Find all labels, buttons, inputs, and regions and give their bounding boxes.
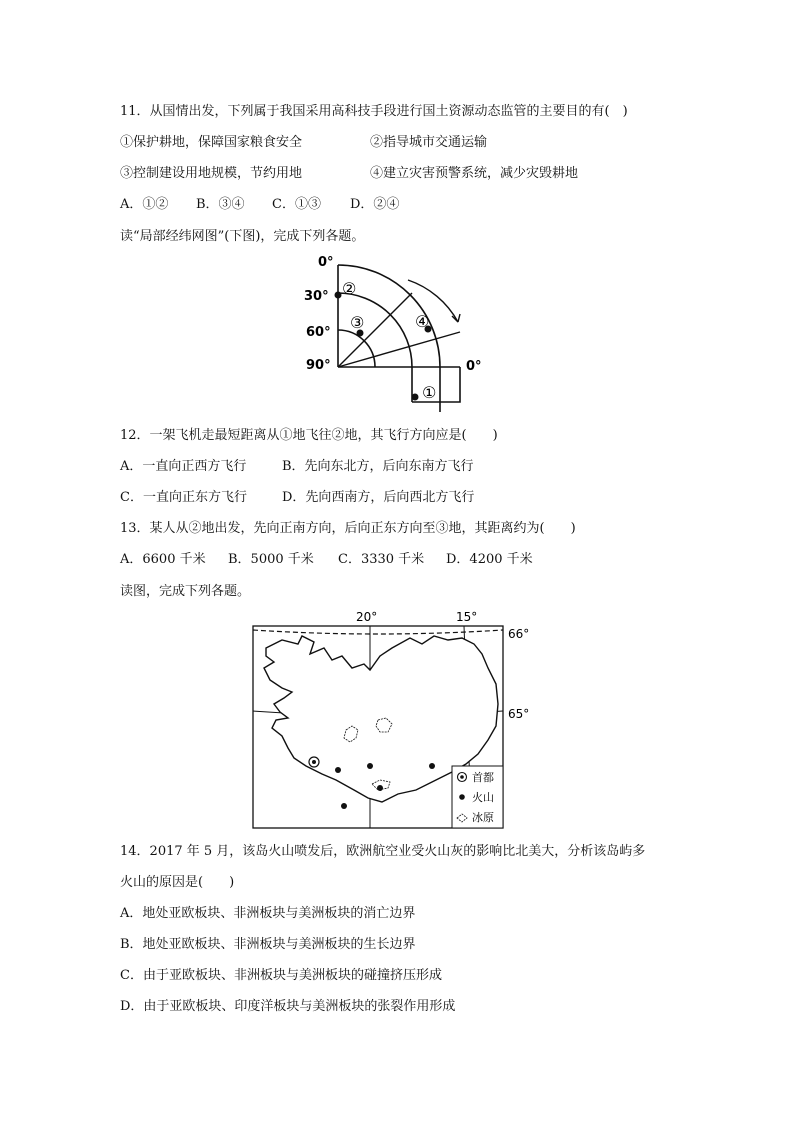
q11-option-b: B．③④ (196, 197, 245, 212)
volcano-3 (377, 785, 383, 791)
q14-stem-line2: 火山的原因是( ) (120, 875, 235, 890)
label-point-1: ① (422, 383, 437, 402)
graticule-figure (300, 252, 500, 414)
q14-stem-line1: 14．2017 年 5 月，该岛火山喷发后，欧洲航空业受火山灰的影响比北美大，分析该岛屿多 (120, 844, 646, 859)
q11-item-row-1 (120, 134, 302, 152)
q13-option-c: C．3330 千米 (338, 552, 425, 567)
q12-option-a: A．一直向正西方飞行 (120, 459, 247, 474)
intro-2: 读图，完成下列各题。 (120, 584, 251, 599)
label-point-4: ④ (415, 312, 430, 331)
label-lon-0: 0° (466, 359, 482, 374)
point-1-dot (412, 394, 419, 401)
q13-option-b: B．5000 千米 (228, 552, 314, 567)
island-map (252, 608, 544, 830)
q12-option-c: C．一直向正东方飞行 (120, 490, 247, 505)
q11-item-3: ③控制建设用地规模，节约用地 (120, 166, 303, 181)
q11-stem: 11．从国情出发，下列属于我国采用高科技手段进行国土资源动态监管的主要目的有( ) (120, 104, 628, 119)
label-lat-65: 65° (508, 707, 530, 721)
q11-item-4: ④建立灾害预警系统，减少灾毁耕地 (370, 166, 579, 181)
volcano-1 (335, 767, 341, 773)
arctic-circle-66 (253, 630, 503, 634)
label-point-3: ③ (350, 313, 365, 332)
q14-option-a: A．地处亚欧板块、非洲板块与美洲板块的消亡边界 (120, 906, 416, 921)
label-lat-0: 0° (318, 255, 334, 270)
q13-option-a: A．6600 千米 (120, 552, 206, 567)
q12-option-d: D．先向西南方，后向西北方飞行 (282, 490, 475, 505)
label-lat-90: 90° (306, 358, 331, 373)
label-point-2: ② (342, 279, 357, 298)
q11-option-d: D．②④ (350, 197, 400, 212)
q12-option-b: B．先向东北方，后向东南方飞行 (282, 459, 474, 474)
label-lat-66: 66° (508, 627, 530, 641)
legend-capital-dot (460, 775, 464, 779)
intro-1: 读“局部经纬网图”(下图)，完成下列各题。 (120, 229, 365, 244)
label-lon-15: 15° (456, 610, 478, 624)
legend-volcano-icon (459, 794, 465, 800)
volcano-5 (341, 803, 347, 809)
capital-dot (312, 760, 316, 764)
q12-stem: 12．一架飞机走最短距离从①地飞往②地，其飞行方向应是( ) (120, 428, 498, 443)
label-lat-60: 60° (306, 325, 331, 340)
legend-capital: 首都 (472, 771, 494, 784)
q11-option-c: C．①③ (272, 197, 321, 212)
label-lat-30: 30° (304, 289, 329, 304)
q14-option-b: B．地处亚欧板块、非洲板块与美洲板块的生长边界 (120, 937, 416, 952)
q11-option-a: A．①② (120, 197, 169, 212)
arc-30 (338, 293, 412, 402)
legend-ice: 冰原 (472, 811, 494, 824)
q14-option-d: D．由于亚欧板块、印度洋板块与美洲板块的张裂作用形成 (120, 999, 456, 1014)
volcano-2 (367, 763, 373, 769)
legend-volcano: 火山 (472, 791, 494, 804)
q11-item-2: ②指导城市交通运输 (370, 135, 488, 150)
q14-option-c: C．由于亚欧板块、非洲板块与美洲板块的碰撞挤压形成 (120, 968, 442, 983)
label-lon-20: 20° (356, 610, 378, 624)
q11-item-1: ①保护耕地，保障国家粮食安全 (120, 135, 303, 150)
point-2-dot (335, 292, 342, 299)
q13-option-d: D．4200 千米 (446, 552, 533, 567)
q13-stem: 13．某人从②地出发，先向正南方向，后向正东方向至③地，其距离约为( ) (120, 521, 576, 536)
volcano-4 (429, 763, 435, 769)
